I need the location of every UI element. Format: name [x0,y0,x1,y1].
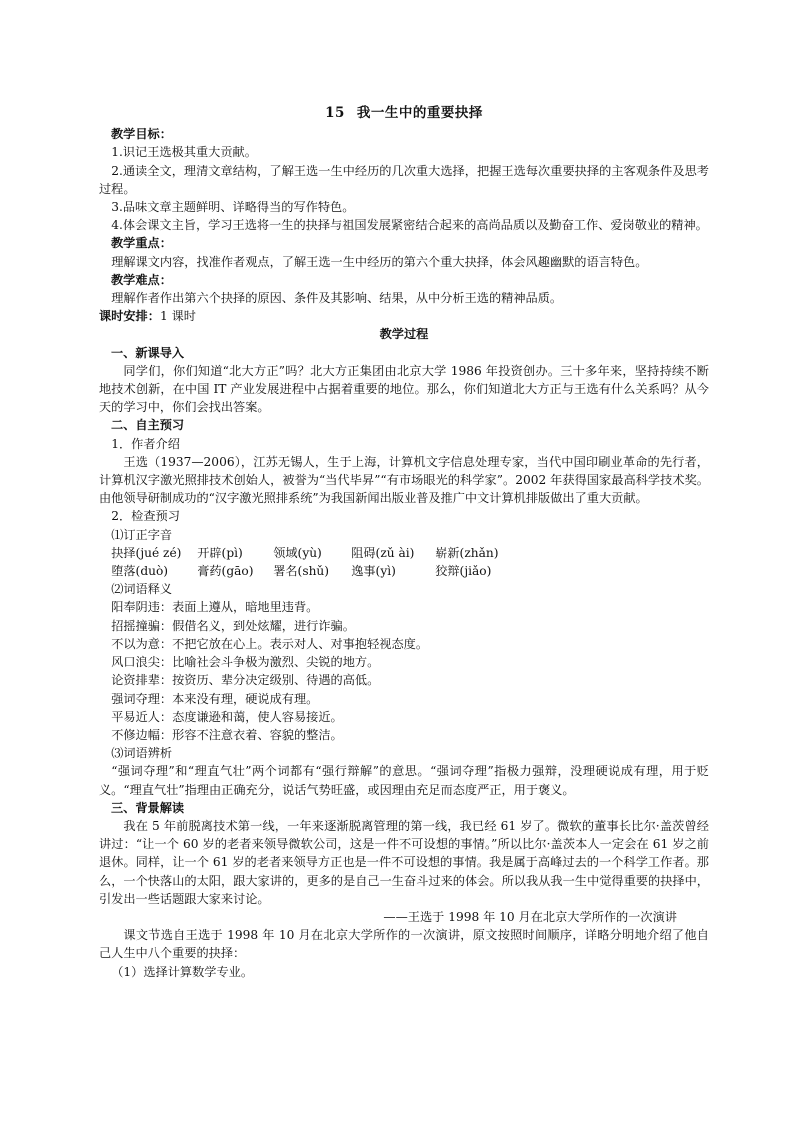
word-definition: 不修边幅：形容不注意衣着、容貌的整洁。 [111,727,343,742]
analysis-heading: ⑶词语辨析 [111,746,173,761]
pronunciation-item: 署名(shǔ) [273,564,330,579]
word-definition: 不以为意：不把它放在心上。表示对人、对事抱轻视态度。 [111,636,429,651]
lesson-title: 我一生中的重要抉择 [356,105,483,121]
subsection-heading: 1．作者介绍 [111,436,180,451]
pronunciation-item: 阻碍(zǔ ài) [351,545,415,560]
word-definition: 招摇撞骗：假借名义，到处炫耀，进行诈骗。 [111,618,355,633]
pronunciation-item: 抉择(jué zé) [111,545,182,560]
word-definition: 论资排辈：按资历、辈分决定级别、待遇的高低。 [111,673,380,688]
schedule-label: 课时安排： [99,309,160,324]
section-heading: 一、新课导入 [111,345,185,360]
section-heading: 三、背景解读 [111,800,185,815]
background-quote: 我在 5 年前脱离技术第一线，一年来逐渐脱离管理的第一线，我已经 61 岁了。微软的董事长比尔·盖茨曾经讲过：“让一个 60 岁的老者来领导微软公司，这是一件不可设想的事情。”所以比尔·盖茨本人一定会在 61 岁之前退休。同样，让一个 61 岁的老者来领导方正也是一件不可设想的事情。我是属于高峰过去的一个科学工作者。那么，一个快落山的太阳，跟大家讲的，更多的是自己一生奋斗过来的体会。所以我从我一生中觉得重要的抉择中，引发出一些话题跟大家来讨论。 [99,818,709,906]
word-definition: 风口浪尖：比喻社会斗争极为激烈、尖锐的地方。 [111,655,380,670]
pronunciation-item: 膏药(gāo) [197,564,254,579]
pronunciation-heading: ⑴订正字音 [111,527,173,542]
objective-item: 1.识记王选极其重大贡献。 [111,145,257,160]
subsection-heading: 2．检查预习 [111,509,180,524]
pronunciation-item: 崭新(zhǎn) [435,545,499,560]
difficulties-text: 理解作者作出第六个抉择的原因、条件及其影响、结果，从中分析王选的精神品质。 [111,291,563,306]
pronunciation-item: 领域(yù) [273,545,322,560]
word-definition: 强词夺理：本来没有理，硬说成有理。 [111,691,319,706]
intro-paragraph: 同学们，你们知道“北大方正”吗？北大方正集团由北京大学 1986 年投资创办。三十多年来，坚持持续不断地技术创新，在中国 IT 产业发展进程中占据着重要的地位。那么，你们知道北大方正与王选有什么关系吗？从今天的学习中，你们会找出答案。 [99,363,709,415]
objectives-heading: 教学目标： [111,127,172,142]
objective-item: 4.体会课文主旨，学习王选将一生的抉择与祖国发展紧密结合起来的高尚品质以及勤奋工作、爱岗敬业的精神。 [111,218,708,233]
key-points-text: 理解课文内容，找准作者观点，了解王选一生中经历的第六个重大抉择，体会风趣幽默的语言特色。 [111,254,648,269]
pronunciation-row [99,544,709,562]
analysis-text: “强词夺理”和“理直气壮”两个词都有“强行辩解”的意思。“强词夺理”指极力强辩，没理硬说成有理，用于贬义。“理直气壮”指理由正确充分，说话气势旺盛，或因理由充足而态度严正，用于褒义。 [99,764,709,797]
section-heading: 二、自主预习 [111,418,185,433]
pronunciation-item: 堕落(duò) [111,564,169,579]
quote-source: ——王选于 1998 年 10 月在北京大学所作的一次演讲 [383,909,677,924]
objective-item: 3.品味文章主题鲜明、详略得当的写作特色。 [111,200,355,215]
lesson-number: 15 [325,105,345,121]
process-heading: 教学过程 [379,327,429,342]
choice-item: （1）选择计算数学专业。 [111,964,254,979]
document-page [99,104,709,981]
word-definition: 平易近人：态度谦逊和蔼，使人容易接近。 [111,709,343,724]
page-title [99,104,709,122]
key-points-heading: 教学重点： [111,236,172,251]
words-heading: ⑵词语释义 [111,582,173,597]
author-intro: 王选（1937—2006），江苏无锡人，生于上海，计算机文字信息处理专家，当代中国印刷业革命的先行者，计算机汉字激光照排技术创始人，被誉为“当代毕昇”“有市场眼光的科学家”。2002 年获得国家最高科学技术奖。由他领导研制成功的“汉字激光照排系统”为我国新闻出版业普及推广中文计算机排版做出了重大贡献。 [99,454,709,506]
pronunciation-item: 开辟(pì) [197,545,243,560]
pronunciation-row [99,562,709,580]
word-definition: 阳奉阴违：表面上遵从，暗地里违背。 [111,600,319,615]
pronunciation-item: 狡辩(jiǎo) [435,564,492,579]
difficulties-heading: 教学难点： [111,272,172,287]
schedule-value: 1 课时 [159,309,196,324]
pronunciation-item: 逸事(yì) [351,564,396,579]
schedule-line [99,307,709,325]
background-text: 课文节选自王选于 1998 年 10 月在北京大学所作的一次演讲，原文按照时间顺序，详略分明地介绍了他自己人生中八个重要的抉择： [99,928,709,961]
objective-item: 2.通读全文，理清文章结构，了解王选一生中经历的几次重大选择，把握王选每次重要抉择的主客观条件及思考过程。 [99,163,709,196]
